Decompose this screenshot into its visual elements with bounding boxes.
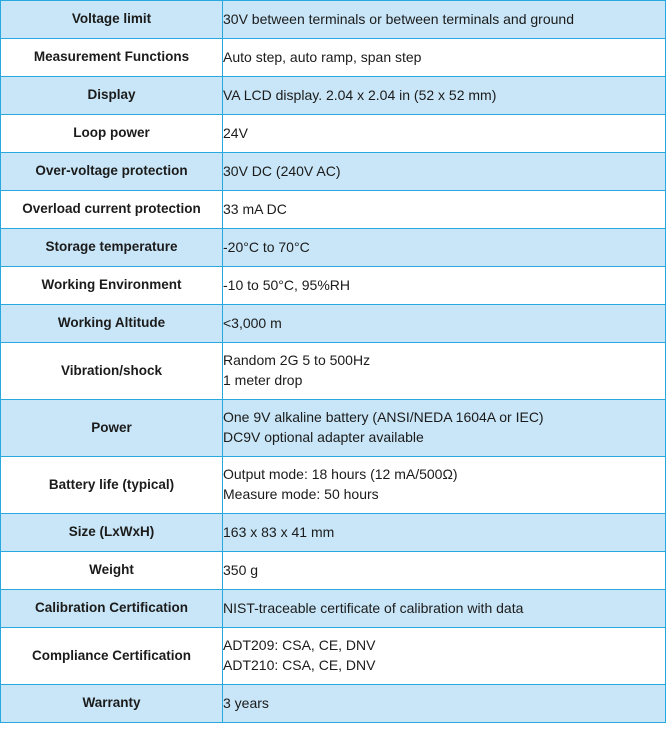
spec-value-line: -10 to 50°C, 95%RH	[223, 276, 350, 293]
spec-value-line: Output mode: 18 hours (12 mA/500Ω)	[223, 466, 458, 483]
spec-label: Overload current protection	[1, 191, 223, 229]
spec-value	[223, 191, 666, 229]
spec-value	[223, 628, 666, 685]
table-row	[1, 628, 666, 685]
table-row	[1, 400, 666, 457]
spec-value-line: Random 2G 5 to 500Hz	[223, 352, 371, 369]
table-row	[1, 77, 666, 115]
table-row	[1, 191, 666, 229]
table-row	[1, 39, 666, 77]
spec-label: Loop power	[1, 115, 223, 153]
table-row	[1, 305, 666, 343]
spec-value	[223, 400, 666, 457]
spec-value	[223, 590, 666, 628]
spec-value	[223, 552, 666, 590]
table-row	[1, 1, 666, 39]
table-row	[1, 685, 666, 723]
table-row	[1, 552, 666, 590]
spec-value	[223, 305, 666, 343]
specifications-table-body	[1, 1, 666, 723]
spec-label: Warranty	[1, 685, 223, 723]
spec-label: Working Altitude	[1, 305, 223, 343]
spec-label: Calibration Certification	[1, 590, 223, 628]
spec-value-line: 350 g	[223, 561, 259, 578]
spec-value-line: 30V between terminals or between terminals and ground	[223, 10, 574, 27]
spec-value-line: 33 mA DC	[223, 200, 287, 217]
spec-value-line: 3 years	[223, 694, 269, 711]
table-row	[1, 229, 666, 267]
spec-value	[223, 267, 666, 305]
spec-value	[223, 457, 666, 514]
spec-value	[223, 115, 666, 153]
spec-value-line: 24V	[223, 124, 248, 141]
spec-value	[223, 685, 666, 723]
spec-label: Power	[1, 400, 223, 457]
table-row	[1, 590, 666, 628]
spec-label: Battery life (typical)	[1, 457, 223, 514]
spec-label: Measurement Functions	[1, 39, 223, 77]
spec-label: Vibration/shock	[1, 343, 223, 400]
spec-value-line: Auto step, auto ramp, span step	[223, 48, 422, 65]
spec-value	[223, 343, 666, 400]
spec-label: Weight	[1, 552, 223, 590]
spec-value-line: -20°C to 70°C	[223, 238, 310, 255]
spec-value-line: 163 x 83 x 41 mm	[223, 523, 335, 540]
spec-value-line: Measure mode: 50 hours	[223, 486, 379, 502]
spec-value	[223, 153, 666, 191]
table-row	[1, 343, 666, 400]
table-row	[1, 267, 666, 305]
spec-value	[223, 39, 666, 77]
table-row	[1, 115, 666, 153]
spec-label: Working Environment	[1, 267, 223, 305]
table-row	[1, 457, 666, 514]
spec-value-line: <3,000 m	[223, 314, 282, 331]
spec-value-line: DC9V optional adapter available	[223, 429, 424, 445]
spec-value-line: 1 meter drop	[223, 372, 303, 388]
spec-value-line: One 9V alkaline battery (ANSI/NEDA 1604A or IEC)	[223, 409, 544, 426]
spec-label: Over-voltage protection	[1, 153, 223, 191]
spec-label: Storage temperature	[1, 229, 223, 267]
spec-value-line: NIST-traceable certificate of calibration with data	[223, 599, 524, 616]
table-row	[1, 514, 666, 552]
spec-value-line: VA LCD display. 2.04 x 2.04 in (52 x 52 mm)	[223, 86, 497, 103]
table-row	[1, 153, 666, 191]
spec-value-line: 30V DC (240V AC)	[223, 162, 341, 179]
spec-label: Compliance Certification	[1, 628, 223, 685]
spec-label: Display	[1, 77, 223, 115]
spec-label: Voltage limit	[1, 1, 223, 39]
spec-value	[223, 514, 666, 552]
spec-value	[223, 77, 666, 115]
spec-value	[223, 1, 666, 39]
spec-value	[223, 229, 666, 267]
spec-label: Size (LxWxH)	[1, 514, 223, 552]
spec-value-line: ADT210: CSA, CE, DNV	[223, 657, 376, 673]
spec-value-line: ADT209: CSA, CE, DNV	[223, 637, 376, 654]
